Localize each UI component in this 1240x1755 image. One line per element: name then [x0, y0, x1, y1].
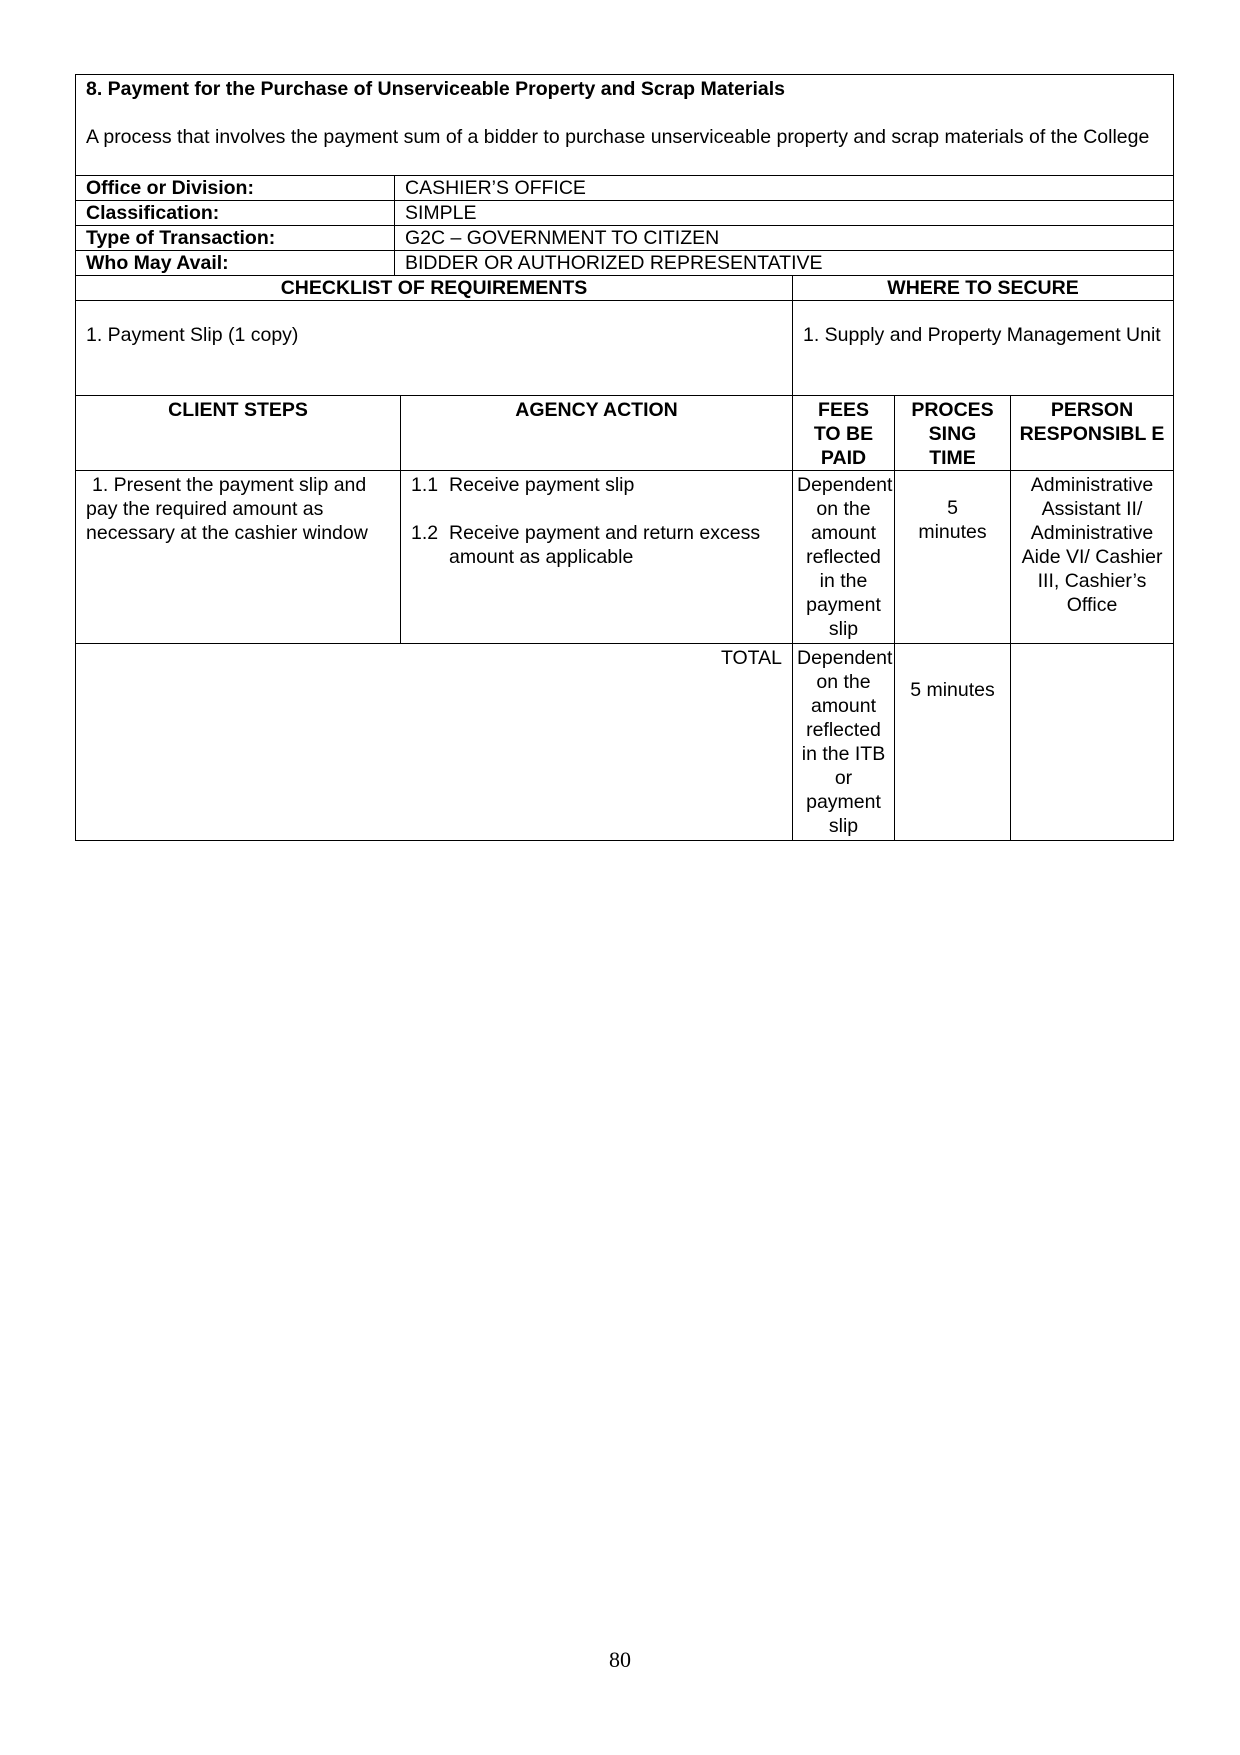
fee-cell: Dependent on the amount reflected in the payment slip	[793, 471, 895, 644]
info-label: Type of Transaction:	[76, 226, 395, 251]
client-step-cell	[76, 471, 401, 644]
info-value: G2C – GOVERNMENT TO CITIZEN	[395, 226, 1174, 251]
requirements-header-row	[76, 276, 1174, 301]
info-label: Office or Division:	[76, 176, 395, 201]
requirement-source: 1. Supply and Property Management Unit	[793, 301, 1174, 396]
agency-action-header: AGENCY ACTION	[401, 396, 793, 471]
client-steps-header: CLIENT STEPS	[76, 396, 401, 471]
client-step-text: 1. Present the payment slip and pay the required amount as necessary at the cashier window	[86, 474, 368, 544]
processing-time-cell: 5 minutes	[895, 471, 1011, 644]
agency-action-number: 1.1	[411, 474, 439, 496]
info-value: BIDDER OR AUTHORIZED REPRESENTATIVE	[395, 251, 1174, 276]
agency-action-cell	[401, 471, 793, 644]
agency-action-text: Receive payment slip	[449, 474, 635, 496]
info-row-who-may-avail	[76, 251, 1174, 276]
info-label: Who May Avail:	[76, 251, 395, 276]
agency-action-number: 1.2	[411, 522, 439, 544]
requirement-item: 1. Payment Slip (1 copy)	[76, 301, 793, 396]
service-table	[75, 74, 1174, 841]
agency-action-item	[411, 473, 782, 497]
total-time: 5 minutes	[895, 644, 1011, 841]
section-title: 8. Payment for the Purchase of Unserviceable Property and Scrap Materials	[86, 78, 786, 100]
person-responsible-header: PERSON RESPONSIBL E	[1011, 396, 1174, 471]
total-label: TOTAL	[76, 644, 793, 841]
fees-header: FEES TO BE PAID	[793, 396, 895, 471]
total-person-empty	[1011, 644, 1174, 841]
where-to-secure-header: WHERE TO SECURE	[793, 276, 1174, 301]
total-fee: Dependent on the amount reflected in the ITB or payment slip	[793, 644, 895, 841]
info-label: Classification:	[76, 201, 395, 226]
citizen-charter-document	[75, 74, 1173, 841]
info-row-office	[76, 176, 1174, 201]
step-row	[76, 471, 1174, 644]
requirements-row	[76, 301, 1174, 396]
info-value: CASHIER’S OFFICE	[395, 176, 1174, 201]
total-row	[76, 644, 1174, 841]
section-header-cell	[76, 75, 1174, 176]
page-number: 80	[609, 1647, 631, 1672]
agency-action-text: Receive payment and return excess amount as applicable	[449, 522, 761, 568]
info-row-classification	[76, 201, 1174, 226]
person-responsible-cell: Administrative Assistant II/ Administrative Aide VI/ Cashier III, Cashier’s Office	[1011, 471, 1174, 644]
info-row-transaction-type	[76, 226, 1174, 251]
steps-header-row	[76, 396, 1174, 471]
section-description: A process that involves the payment sum of a bidder to purchase unserviceable property and scrap materials of the College	[86, 126, 1150, 148]
checklist-header: CHECKLIST OF REQUIREMENTS	[76, 276, 793, 301]
agency-action-item	[411, 521, 782, 569]
info-value: SIMPLE	[395, 201, 1174, 226]
processing-time-header: PROCES SING TIME	[895, 396, 1011, 471]
section-header-row	[76, 75, 1174, 176]
